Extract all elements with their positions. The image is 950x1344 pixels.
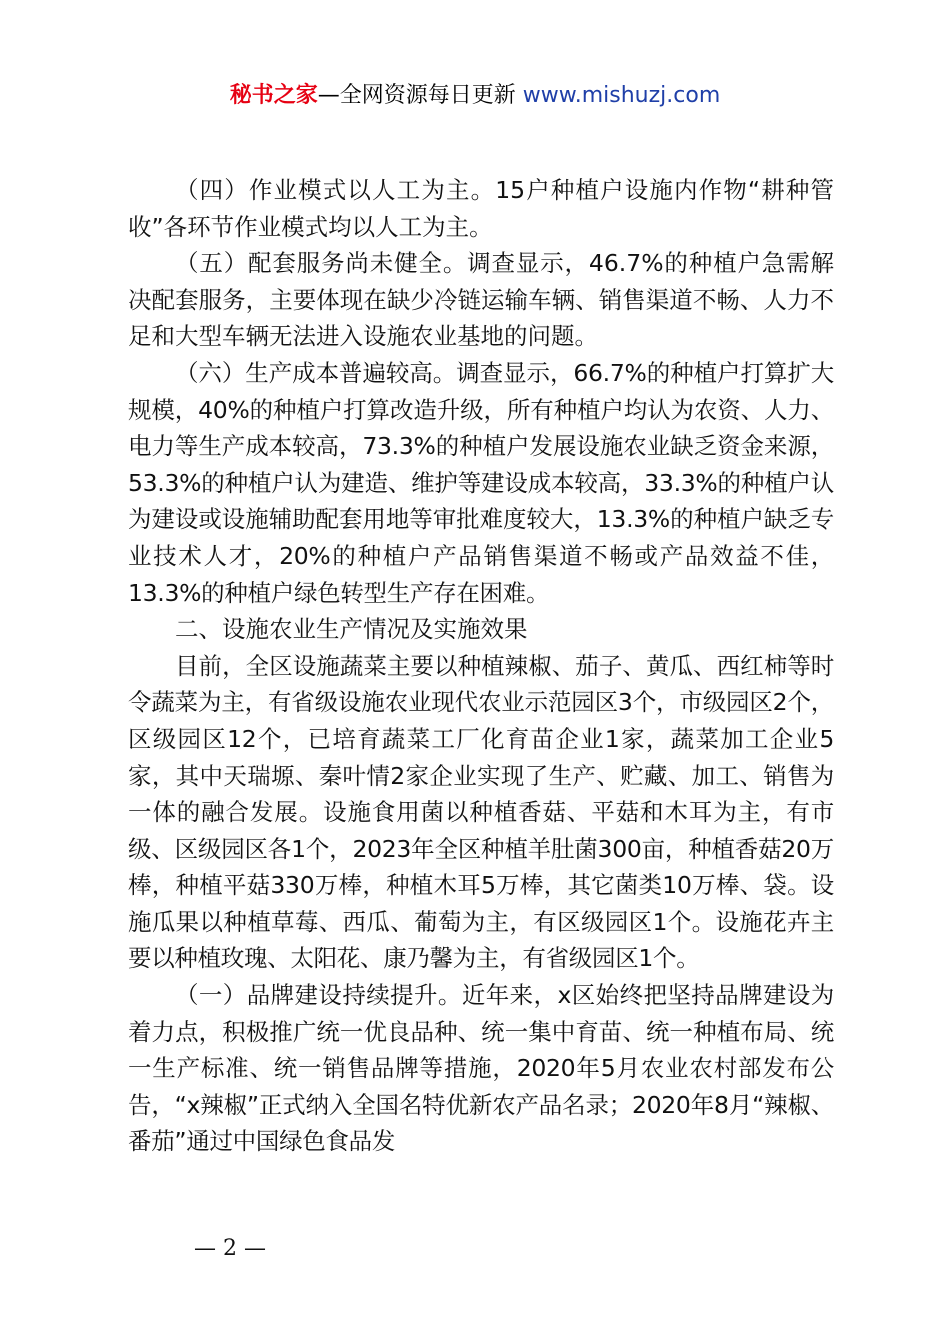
page-number: — 2 — bbox=[194, 1236, 266, 1261]
paragraph-production-costs: （六）生产成本普遍较高。调查显示，66.7%的种植户打算扩大规模，40%的种植户打算改造升级，所有种植户均认为农资、人力、电力等生产成本较高，73.3%的种植户发展设施农业缺乏资金来源，53.3%的种植户认为建造、维护等建设成本较高，33.3%的种植户认为建设或设施辅助配套用地等审批难度较大，13.3%的种植户缺乏专业技术人才，20%的种植户产品销售渠道不畅或产品效益不佳，13.3%的种植户绿色转型生产存在困难。 bbox=[128, 358, 834, 607]
section-heading: 二、设施农业生产情况及实施效果 bbox=[175, 615, 528, 644]
paragraph-current-status: 目前，全区设施蔬菜主要以种植辣椒、茄子、黄瓜、西红柿等时令蔬菜为主，有省级设施农业现代农业示范园区3个，市级园区2个，区级园区12个，已培育蔬菜工厂化育苗企业1家，蔬菜加工企业5家，其中天瑞塬、秦叶情2家企业实现了生产、贮藏、加工、销售为一体的融合发展。设施食用菌以种植香菇、平菇和木耳为主，有市级、区级园区各1个，2023年全区种植羊肚菌300亩，种植香菇20万棒，种植平菇330万棒，种植木耳5万棒，其它菌类10万棒、袋。设施瓜果以种植草莓、西瓜、葡萄为主，有区级园区1个。设施花卉主要以种植玫瑰、太阳花、康乃馨为主，有省级园区1个。 bbox=[128, 651, 834, 973]
paragraph-support-services: （五）配套服务尚未健全。调查显示，46.7%的种植户急需解决配套服务，主要体现在缺少冷链运输车辆、销售渠道不畅、人力不足和大型车辆无法进入设施农业基地的问题。 bbox=[128, 249, 834, 351]
website-link[interactable]: www.mishuzj.com bbox=[522, 83, 721, 108]
paragraph-brand-building: （一）品牌建设持续提升。近年来，x区始终把坚持品牌建设为着力点，积极推广统一优良品种、统一集中育苗、统一种植布局、统一生产标准、统一销售品牌等措施，2020年5月农业农村部发布公告，“x辣椒”正式纳入全国名特优新农产品名录；2020年8月“辣椒、番茄”通过中国绿色食品发 bbox=[128, 981, 834, 1156]
brand-name: 秘书之家 bbox=[229, 83, 318, 108]
paragraph-operation-mode: （四）作业模式以人工为主。15户种植户设施内作物“耕种管收”各环节作业模式均以人工为主。 bbox=[128, 176, 834, 241]
brand-slogan: —全网资源每日更新 bbox=[317, 83, 516, 108]
document-body bbox=[128, 172, 834, 1160]
watermark-header bbox=[0, 80, 950, 112]
